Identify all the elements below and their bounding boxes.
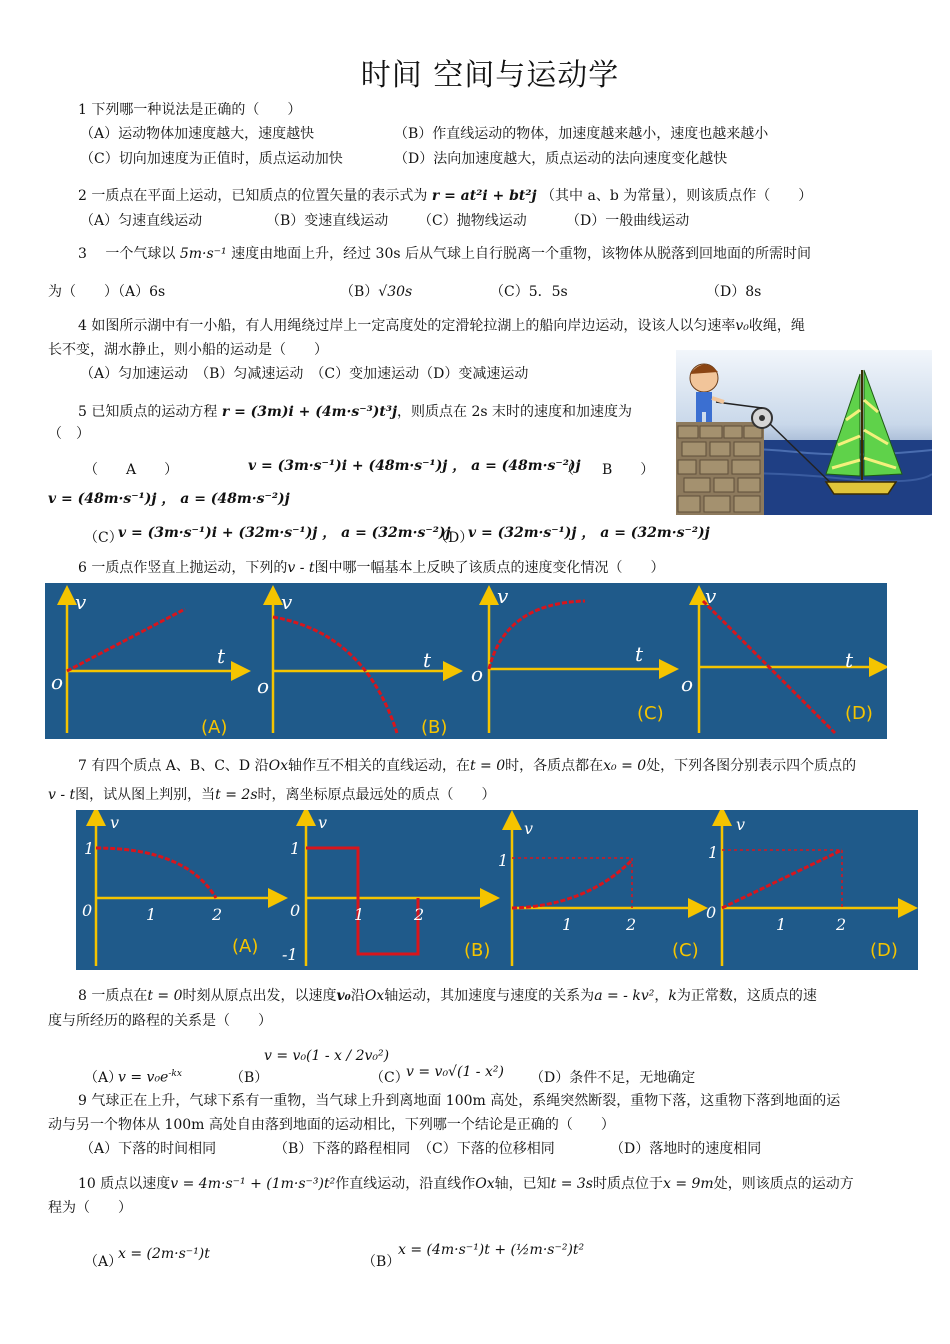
q4-stem-b: 收绳，绳	[748, 318, 805, 334]
q6-b-axis-v: v	[281, 590, 293, 614]
q3-option-c: （C）5．5s	[490, 284, 568, 300]
q8-stem-e: ，	[654, 988, 669, 1004]
q8-stem-g: 度与所经历的路程的关系是（ ）	[48, 1013, 272, 1029]
q2-option-d: （D）一般曲线运动	[566, 213, 690, 229]
q1-option-c: （C）切向加速度为正值时，质点运动加快	[80, 151, 343, 167]
q6-label-b: (B)	[421, 717, 448, 738]
q3-stem-a: 3 一个气球以	[78, 246, 176, 262]
q10-ox: Ox	[475, 1176, 495, 1192]
q5-stem-b: ，则质点在 2s 末时的速度和加速度为	[397, 404, 633, 420]
q5-stem	[78, 402, 632, 422]
q7-graphs	[76, 810, 918, 970]
q2-option-a: （A）匀速直线运动	[80, 213, 203, 229]
q8-accel: a = - kv²	[594, 988, 655, 1004]
q6-label-a: (A)	[201, 717, 228, 738]
q7-b-vtickm1: -1	[282, 945, 298, 964]
q6-d-axis-t: t	[845, 648, 854, 672]
q3-stem-c: 为（ ）（A）6s	[48, 284, 166, 300]
q7-label-c: (C)	[672, 940, 699, 961]
q5-option-b-value: v = (48m·s⁻¹)j ， a = (48m·s⁻²)j	[48, 491, 290, 507]
q8-k: k	[668, 988, 677, 1004]
q6-stem-a: 6 一质点作竖直上抛运动，下列的	[78, 560, 288, 576]
q10-stem-a: 10 质点以速度	[78, 1176, 171, 1192]
q5-option-d-label: （D）	[434, 530, 474, 546]
q8-option-b-label: （B）	[230, 1070, 269, 1086]
q7-a-origin: 0	[82, 901, 93, 920]
q9-option-a: （A）下落的时间相同	[80, 1141, 217, 1157]
q8-option-c-value: v = v₀√(1 - x²)	[406, 1064, 504, 1080]
q10-option-a-value: x = (2m·s⁻¹)t	[118, 1246, 210, 1262]
q7-stem-a: 7 有四个质点 A、B、C、D 沿	[78, 758, 269, 774]
q2-stem	[78, 186, 812, 206]
q7-x0: x₀ = 0	[603, 758, 647, 774]
q7-b-tick1: 1	[354, 905, 365, 924]
q7-c-vtick1: 1	[498, 851, 509, 870]
q3-option-b-label: （B）	[340, 284, 379, 300]
q6-stem-b: 图中哪一幅基本上反映了该质点的速度变化情况（ ）	[314, 560, 665, 576]
q1-stem: 1 下列哪一种说法是正确的（ ）	[78, 102, 302, 118]
q10-stem-e: 处，则该质点的运动方	[713, 1176, 854, 1192]
q7-label-a: (A)	[232, 936, 259, 957]
q7-d-tick1: 1	[776, 915, 787, 934]
q8-ox: Ox	[364, 988, 385, 1004]
q6-label-d: (D)	[845, 703, 873, 724]
q8-option-a-exp: -kx	[168, 1069, 182, 1079]
q8-option-a-value: v = v₀e	[118, 1069, 169, 1086]
q9-option-b: （B）下落的路程相同	[274, 1141, 411, 1157]
q8-stem-c: 沿	[350, 988, 365, 1004]
q3-option-b-value: √30s	[378, 284, 413, 300]
q3-speed: 5m·s⁻¹	[179, 246, 227, 262]
q4-stem-c: 长不变，湖水静止，则小船的运动是（ ）	[48, 342, 328, 358]
q6-d-origin: o	[681, 672, 694, 696]
q10-stem-b: 作直线运动，沿直线作	[335, 1176, 476, 1192]
q6-c-axis-v: v	[497, 584, 509, 608]
q7-d-tick2: 2	[836, 915, 847, 934]
q7-b-origin: 0	[290, 901, 301, 920]
q7-d-axis-v: v	[736, 815, 746, 834]
q10-stem-d: 时质点位于	[592, 1176, 663, 1192]
q10-option-a-label: （A）	[84, 1254, 123, 1270]
q10-option-b-label: （B）	[362, 1254, 401, 1270]
q9-option-c: （C）下落的位移相同	[418, 1141, 555, 1157]
q10-t3: t = 3s	[550, 1176, 593, 1192]
q7-stem-2	[48, 785, 496, 805]
q6-b-axis-t: t	[423, 648, 432, 672]
q9-stem-a: 9 气球正在上升，气球下系有一重物，当气球上升到离地面 100m 高处，系绳突然断裂，重物下落，这重物下落到地面的运	[78, 1093, 841, 1109]
q6-label-c: (C)	[637, 703, 664, 724]
q7-b-axis-v: v	[318, 813, 328, 832]
q2-option-b: （B）变速直线运动	[266, 213, 389, 229]
q7-stem-e: 图，试从图上判别，当	[75, 787, 216, 803]
q7-c-axis-v: v	[524, 819, 534, 838]
q7-stem-d: 处，下列各图分别表示四个质点的	[646, 758, 857, 774]
q4-v0: v₀	[735, 318, 749, 334]
q5-option-c-label: （C）	[84, 530, 123, 546]
q10-x9: x = 9m	[662, 1176, 714, 1192]
q3-stem-b: 速度由地面上升，经过 30s 后从气球上自行脱离一个重物，该物体从脱落到回地面的所需时间	[231, 246, 811, 262]
q2-formula: r = at²i + bt²j	[431, 188, 537, 204]
q8-stem-a: 8 一质点在	[78, 988, 148, 1004]
q8-stem	[78, 986, 817, 1006]
q5-option-a-value: v = (3m·s⁻¹)i + (48m·s⁻¹)j ， a = (48m·s⁻²)j	[248, 458, 581, 474]
q8-stem-d: 轴运动，其加速度与速度的关系为	[384, 988, 595, 1004]
q7-ox: Ox	[268, 758, 288, 774]
page-title: 时间 空间与运动学	[360, 58, 620, 93]
q4-stem	[78, 316, 805, 336]
q6-vt: v - t	[287, 560, 315, 576]
q3-option-d: （D）8s	[706, 284, 762, 300]
q6-c-axis-t: t	[635, 642, 644, 666]
q7-b-tick2: 2	[414, 905, 425, 924]
q10-velocity: v = 4m·s⁻¹ + (1m·s⁻³)t²	[170, 1176, 336, 1192]
q6-d-axis-v: v	[705, 584, 717, 608]
q9-option-d: （D）落地时的速度相同	[610, 1141, 762, 1157]
q10-stem-c: 轴，已知	[494, 1176, 551, 1192]
q7-b-vtick1: 1	[290, 839, 301, 858]
q6-c-origin: o	[471, 662, 484, 686]
q7-a-tick2: 2	[212, 905, 223, 924]
q4-stem-a: 4 如图所示湖中有一小船，有人用绳绕过岸上一定高度处的定滑轮拉湖上的船向岸边运动，设该人以匀速率	[78, 318, 736, 334]
q8-v0: v₀	[336, 988, 351, 1004]
q2-stem-a: 2 一质点在平面上运动，已知质点的位置矢量的表示式为	[78, 188, 428, 204]
q6-graph-panel	[45, 583, 887, 739]
q7-c-tick2: 2	[626, 915, 637, 934]
q2-option-c: （C）抛物线运动	[418, 213, 527, 229]
q7-t0: t = 0	[469, 758, 506, 774]
q10-stem-f: 程为（ ）	[48, 1200, 132, 1216]
q7-t2: t = 2s	[215, 787, 258, 803]
q7-c-tick1: 1	[562, 915, 573, 934]
q7-vt: v - t	[48, 787, 76, 803]
q1-option-b: （B）作直线运动的物体，加速度越来越小，速度也越来越小	[394, 126, 769, 142]
q7-a-axis-v: v	[110, 813, 120, 832]
q1-option-d: （D）法向加速度越大，质点运动的法向速度变化越快	[394, 151, 728, 167]
q5-option-a-label: （ A ）	[84, 462, 179, 478]
q8-option-c-label: （C）	[370, 1070, 409, 1086]
q10-option-b-value: x = (4m·s⁻¹)t + (½m·s⁻²)t²	[398, 1242, 585, 1258]
q7-stem-b: 轴作互不相关的直线运动，在	[287, 758, 470, 774]
q2-stem-b: （其中 a、b 为常量），则该质点作（ ）	[541, 188, 813, 204]
q9-stem-b: 动与另一个物体从 100m 高处自由落到地面的运动相比，下列哪一个结论是正确的（ ）	[48, 1117, 615, 1133]
q6-graphs	[45, 583, 887, 739]
q8-option-d: （D）条件不足，无地确定	[530, 1070, 696, 1086]
q8-option-a-label: （A）	[84, 1070, 123, 1086]
q6-b-origin: o	[257, 674, 270, 698]
q7-stem-f: 时，离坐标原点最远处的质点（ ）	[257, 787, 496, 803]
q1-option-a: （A）运动物体加速度越大，速度越快	[80, 126, 315, 142]
q6-a-axis-t: t	[217, 644, 226, 668]
q7-graph-panel	[76, 810, 918, 970]
q8-stem-b: 时刻从原点出发，以速度	[182, 988, 337, 1004]
q7-a-tick1: 1	[146, 905, 157, 924]
q3-stem	[78, 244, 811, 264]
boat-pulley-illustration	[676, 350, 932, 515]
q5-stem-a: 5 已知质点的运动方程	[78, 404, 218, 420]
q5-paren: （ ）	[48, 426, 90, 442]
q6-a-axis-v: v	[75, 590, 87, 614]
q7-d-origin: 0	[706, 903, 717, 922]
q10-stem	[78, 1174, 854, 1194]
q8-option-b-value: v = v₀(1 - x / 2v₀²)	[264, 1048, 390, 1064]
q8-stem-f: 为正常数，这质点的速	[676, 988, 817, 1004]
q5-formula: r = (3m)i + (4m·s⁻³)t³j	[221, 404, 398, 420]
q3-option-b	[340, 282, 412, 302]
q7-label-b: (B)	[464, 940, 491, 961]
q8-t0: t = 0	[147, 988, 183, 1004]
q4-options: （A）匀加速运动 （B）匀减速运动 （C）变加速运动（D）变减速运动	[80, 366, 529, 382]
q6-stem	[78, 558, 665, 578]
q7-label-d: (D)	[870, 940, 898, 961]
q5-option-d-value: v = (32m·s⁻¹)j ， a = (32m·s⁻²)j	[468, 525, 710, 541]
q7-a-vtick1: 1	[84, 839, 95, 858]
q7-stem-c: 时，各质点都在	[505, 758, 604, 774]
q5-option-b-label: （ B ）	[560, 462, 655, 478]
q7-stem	[78, 756, 856, 776]
q8-option-a	[118, 1064, 182, 1088]
q5-option-c-value: v = (3m·s⁻¹)i + (32m·s⁻¹)j ， a = (32m·s⁻²)j	[118, 525, 451, 541]
q6-a-origin: o	[51, 670, 64, 694]
q7-d-vtick1: 1	[708, 843, 719, 862]
